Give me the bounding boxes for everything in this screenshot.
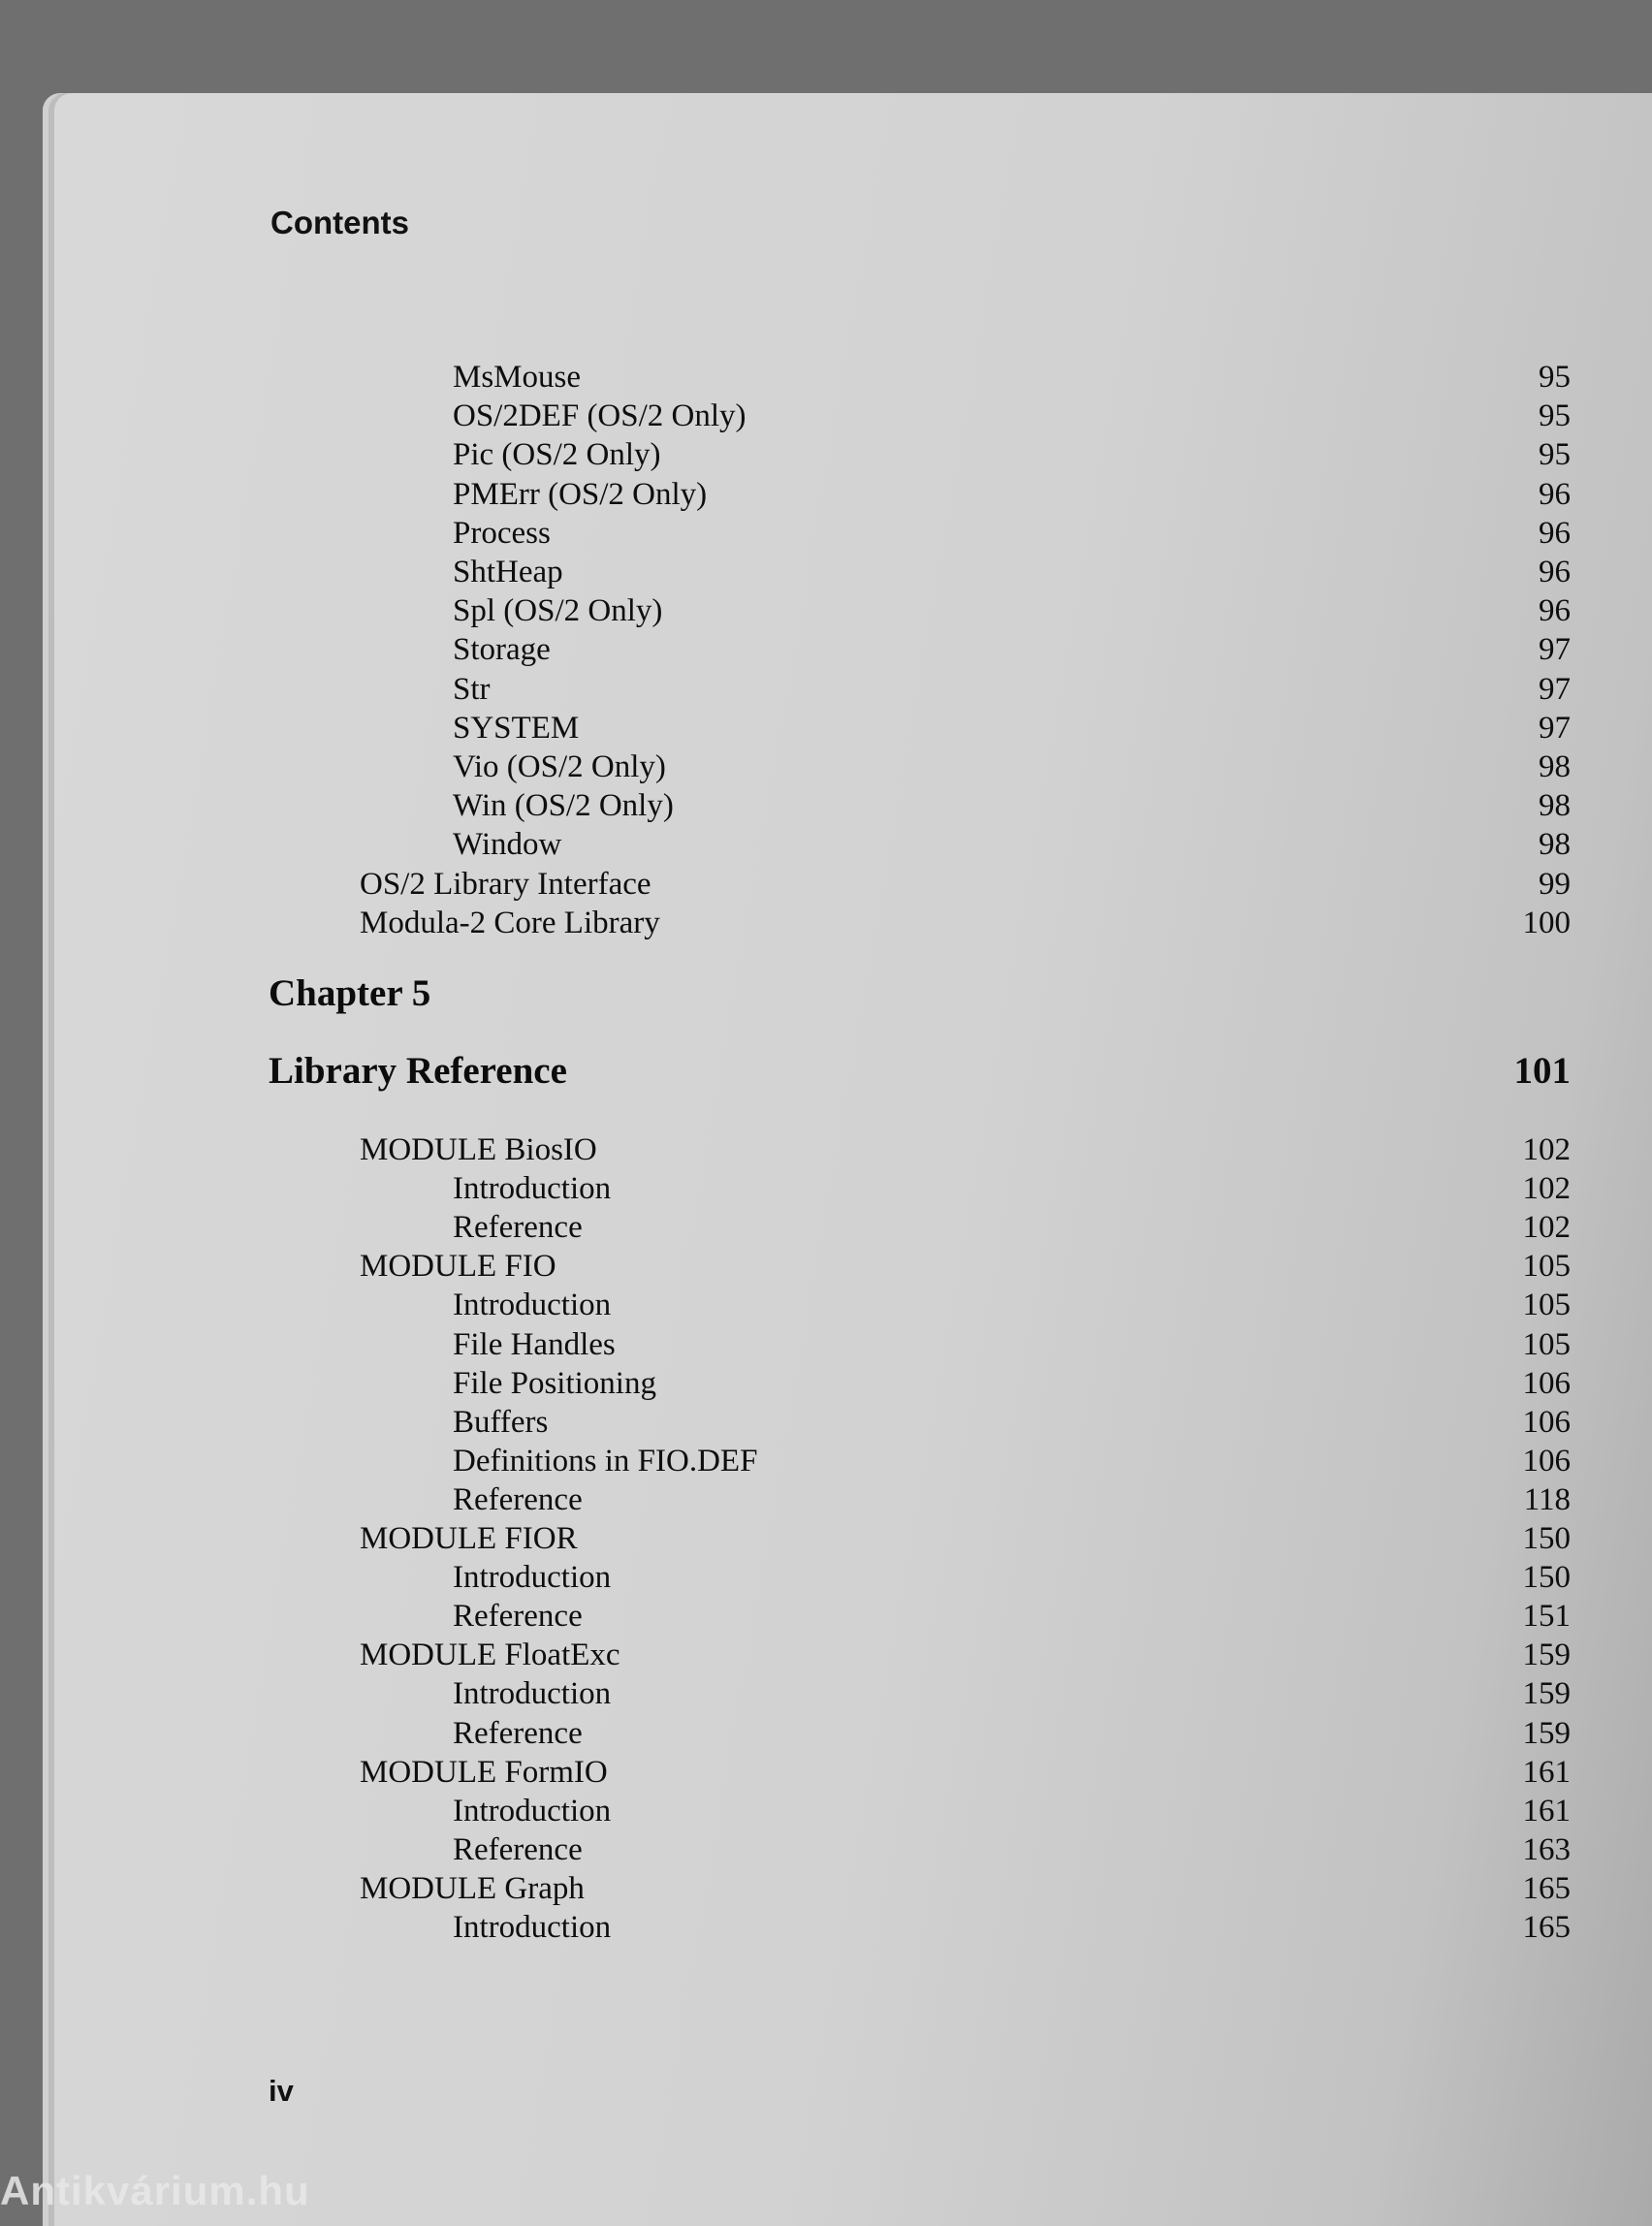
toc-entry-title: Reference [453, 1210, 583, 1246]
toc-entry-title: MODULE Graph [360, 1870, 585, 1906]
toc-entry-page: 97 [1539, 632, 1571, 668]
toc-entry-page: 102 [1522, 1132, 1571, 1167]
toc-entry-title: Reference [453, 1831, 583, 1867]
book-page [54, 93, 1652, 2226]
toc-entry-page: 95 [1539, 398, 1571, 434]
toc-entry-page: 161 [1522, 1793, 1571, 1828]
toc-entry-page: 150 [1522, 1560, 1571, 1596]
toc-entry-page: 106 [1522, 1404, 1571, 1440]
toc-entry-page: 106 [1522, 1443, 1571, 1479]
toc-entry-page: 118 [1523, 1481, 1571, 1517]
toc-entry-page: 159 [1522, 1715, 1571, 1751]
toc-entry-title: Reference [453, 1715, 583, 1751]
toc-entry-title: Introduction [453, 1910, 612, 1945]
toc-entry-page: 98 [1539, 749, 1571, 784]
toc-entry-page: 161 [1522, 1754, 1571, 1790]
toc-entry-title: Reference [453, 1599, 583, 1635]
toc-entry-page: 96 [1539, 593, 1571, 629]
toc-entry-title: Definitions in FIO.DEF [453, 1443, 758, 1479]
toc-entry-title: Vio (OS/2 Only) [453, 749, 666, 784]
toc-entry-page: 159 [1522, 1676, 1571, 1712]
toc-entry-title: SYSTEM [453, 710, 580, 746]
toc-entry-title: ShtHeap [453, 555, 563, 589]
toc-entry-title: File Positioning [453, 1365, 656, 1401]
toc-entry-title: File Handles [453, 1326, 616, 1362]
toc-entry-page: 105 [1522, 1326, 1571, 1362]
toc-entry-title: Window [453, 827, 562, 863]
toc-entry-page: 106 [1522, 1365, 1571, 1401]
toc-entry-page: 97 [1539, 710, 1571, 746]
toc-entry-title: Reference [453, 1481, 583, 1517]
toc-entry-page: 95 [1539, 437, 1571, 473]
toc-entry-page: 96 [1539, 555, 1571, 589]
toc-entry-title: MODULE FIO [360, 1249, 556, 1285]
toc-entry-page: 97 [1539, 671, 1571, 707]
chapter-title: Library Reference [269, 1050, 567, 1092]
toc-entry-title: Win (OS/2 Only) [453, 788, 674, 824]
toc-entry-title: Process [453, 515, 551, 551]
toc-entry-page: 99 [1539, 866, 1571, 902]
toc-entry-title: OS/2 Library Interface [360, 866, 651, 902]
toc-entry-title: Introduction [453, 1793, 612, 1828]
toc-entry-page: 159 [1522, 1638, 1571, 1673]
watermark: Antikvárium.hu [0, 2168, 310, 2213]
toc-entry-title: MODULE BiosIO [360, 1132, 597, 1167]
toc-entry-page: 105 [1522, 1288, 1571, 1323]
toc-entry-title: Pic (OS/2 Only) [453, 437, 661, 473]
toc-entry-page: 95 [1539, 360, 1571, 395]
toc-entry-title: Buffers [453, 1404, 549, 1440]
toc-entry-page: 163 [1522, 1831, 1571, 1867]
chapter-page-number: 101 [1513, 1050, 1571, 1092]
toc-entry-page: 98 [1539, 788, 1571, 824]
toc-entry-page: 151 [1522, 1599, 1571, 1635]
toc-entry-title: Spl (OS/2 Only) [453, 593, 663, 629]
toc-entry-page: 96 [1539, 515, 1571, 551]
toc-entry-title: MODULE FormIO [360, 1754, 608, 1790]
toc-entry-title: PMErr (OS/2 Only) [453, 476, 708, 512]
chapter-label: Chapter 5 [269, 972, 431, 1014]
toc-entry-title: MsMouse [453, 360, 582, 395]
running-head: Contents [270, 205, 409, 240]
toc-entry-title: Introduction [453, 1288, 612, 1323]
toc-entry-title: Introduction [453, 1171, 612, 1207]
toc-entry-page: 102 [1522, 1171, 1571, 1207]
toc-entry-title: MODULE FIOR [360, 1521, 578, 1556]
toc-entry-page: 96 [1539, 476, 1571, 512]
toc-entry-title: Introduction [453, 1560, 612, 1596]
toc-entry-page: 165 [1522, 1870, 1571, 1906]
toc-entry-title: Introduction [453, 1676, 612, 1712]
toc-entry-page: 165 [1522, 1910, 1571, 1945]
toc-entry-title: OS/2DEF (OS/2 Only) [453, 398, 747, 434]
page-folio: iv [269, 2074, 294, 2108]
toc-entry-title: Str [453, 671, 491, 707]
toc-entry-page: 100 [1522, 905, 1571, 940]
toc-entry-title: MODULE FloatExc [360, 1638, 620, 1673]
toc-entry-page: 98 [1539, 827, 1571, 863]
toc-entry-page: 102 [1522, 1210, 1571, 1246]
toc-entry-title: Modula-2 Core Library [360, 905, 660, 940]
toc-entry-page: 150 [1522, 1521, 1571, 1556]
toc-entry-title: Storage [453, 632, 551, 668]
toc-entry-page: 105 [1522, 1249, 1571, 1285]
